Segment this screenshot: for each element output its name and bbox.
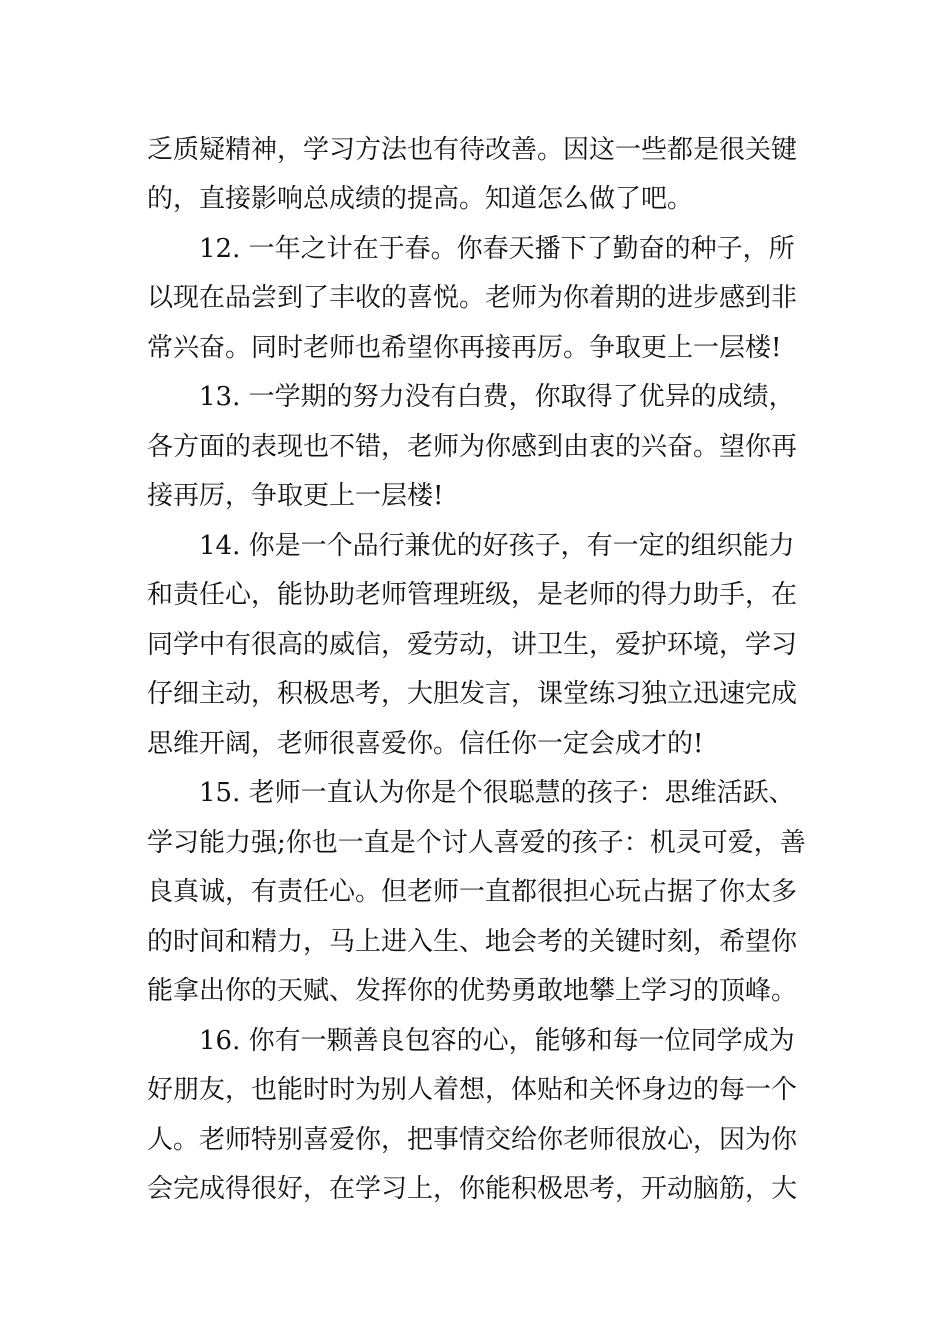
text-line: 的，直接影响总成绩的提高。知道怎么做了吧。 [147,184,694,214]
text-line: 仔细主动，积极思考，大胆发言，课堂练习独立迅速完成 [147,679,798,709]
text-line: 好朋友，也能时时为别人着想，体贴和关怀身边的每一个 [147,1075,798,1105]
paragraph-15-first-line: 15. 老师一直认为你是个很聪慧的孩子：思维活跃、 [199,778,795,808]
text-line: 各方面的表现也不错，老师为你感到由衷的兴奋。望你再 [147,432,798,462]
text-line: 思维开阔，老师很喜爱你。信任你一定会成才的! [147,729,704,759]
paragraph-14-first-line: 14. 你是一个品行兼优的好孩子，有一定的组织能力 [199,531,795,561]
text-line: 以现在品尝到了丰收的喜悦。老师为你着期的进步感到非 [147,283,798,313]
text-line: 的时间和精力，马上进入生、地会考的关键时刻，希望你 [147,927,798,957]
text-line: 同学中有很高的威信，爱劳动，讲卫生，爱护环境，学习 [147,630,798,660]
text-line: 乏质疑精神，学习方法也有待改善。因这一些都是很关键 [147,135,798,165]
paragraph-13-first-line: 13. 一学期的努力没有白费，你取得了优异的成绩， [199,382,795,412]
paragraph-16-first-line: 16. 你有一颗善良包容的心，能够和每一位同学成为 [199,1026,795,1056]
paragraph-12-first-line: 12. 一年之计在于春。你春天播下了勤奋的种子，所 [199,234,795,264]
text-line: 会完成得很好，在学习上，你能积极思考，开动脑筋，大 [147,1174,798,1204]
text-line: 能拿出你的天赋、发挥你的优势勇敢地攀上学习的顶峰。 [147,976,798,1006]
text-line: 人。老师特别喜爱你，把事情交给你老师很放心，因为你 [147,1125,798,1155]
text-line: 良真诚，有责任心。但老师一直都很担心玩占据了你太多 [147,877,798,907]
text-line: 接再厉，争取更上一层楼! [147,481,444,511]
text-line: 和责任心，能协助老师管理班级，是老师的得力助手，在 [147,580,798,610]
text-line: 学习能力强;你也一直是个讨人喜爱的孩子：机灵可爱，善 [147,828,806,858]
text-line: 常兴奋。同时老师也希望你再接再厉。争取更上一层楼! [147,333,782,363]
